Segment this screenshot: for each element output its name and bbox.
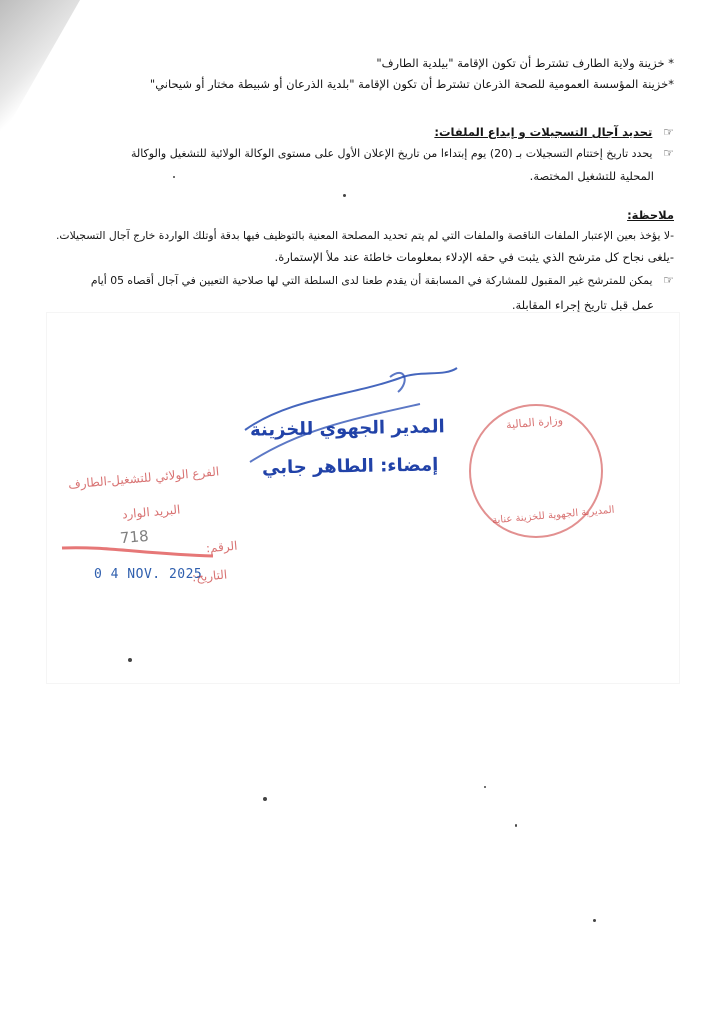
scan-speck [128, 658, 132, 662]
registration-section-heading: تحديد آجال التسجيلات و إيداع الملفات: [434, 125, 653, 139]
receipt-stamp-office-line: الفرع الولائي للتشغيل-الطارف [67, 464, 220, 492]
seal-top-text: وزارة المالية [505, 413, 564, 432]
residence-requirement-line-1: * خزينة ولاية الطارف تشترط أن تكون الإقامة "بيلدية الطارف" [376, 56, 674, 70]
note-line-2: -يلغى نجاح كل مترشح الذي يثبت في حقه الإدلاء بمعلومات خاطئة عند ملأ الإستمارة. [274, 250, 674, 264]
scan-speck [593, 919, 596, 922]
receipt-stamp-date-label: التاريخ: [191, 567, 228, 585]
note-line-3: يمكن للمترشح غير المقبول للمشاركة في المسابقة أن يقدم طعنا لدى السلطة التي لها صلاحية التعيين في آجال أقصاه 05 أيام [90, 274, 653, 287]
scan-speck [515, 824, 517, 827]
notes-title: ملاحظة: [627, 208, 674, 222]
scan-speck [173, 176, 175, 178]
note-line-3-continued: عمل قبل تاريخ إجراء المقابلة. [511, 298, 654, 312]
hand-pointer-icon: ☞ [663, 125, 674, 139]
receipt-stamp-date-value: 0 4 NOV. 2025 [94, 567, 203, 582]
receipt-stamp-number-value: 718 [119, 526, 150, 548]
hand-pointer-icon: ☞ [663, 273, 674, 287]
scan-speck [343, 194, 346, 197]
scan-speck [263, 797, 267, 801]
scan-speck [484, 786, 486, 788]
signature-title: المدير الجهوي للخزينة [249, 416, 445, 441]
receipt-stamp-number-label: الرقم: [205, 538, 238, 556]
signature-name: إمضاء: الطاهر جابي [261, 454, 439, 479]
registration-paragraph-line-2: المحلية للتشغيل المختصة. [529, 169, 654, 183]
residence-requirement-line-2: *خزينة المؤسسة العمومية للصحة الذرعان تشترط أن تكون الإقامة "بلدية الذرعان أو شبيطة مختار أو شيحاني" [149, 77, 674, 91]
receipt-stamp-register-line: البريد الوارد [121, 502, 181, 522]
note-line-1: -لا يؤخذ بعين الإعتبار الملفات الناقصة والملفات التي لم يتم تحديد المصلحة المعنية بالتوظيف فيها بدقة أوتلك الواردة خارج آجال التسجيلات. [56, 229, 674, 242]
seal-bottom-text: المديرية الجهوية للخزينة عنابة [491, 504, 615, 527]
registration-paragraph-line-1: يحدد تاريخ إختتام التسجيلات بـ (20) يوم إبتداءا من تاريخ الإعلان الأول على مستوى الوكالة الولائية للتشغيل والوكالة [130, 147, 653, 160]
hand-pointer-icon: ☞ [663, 146, 674, 160]
